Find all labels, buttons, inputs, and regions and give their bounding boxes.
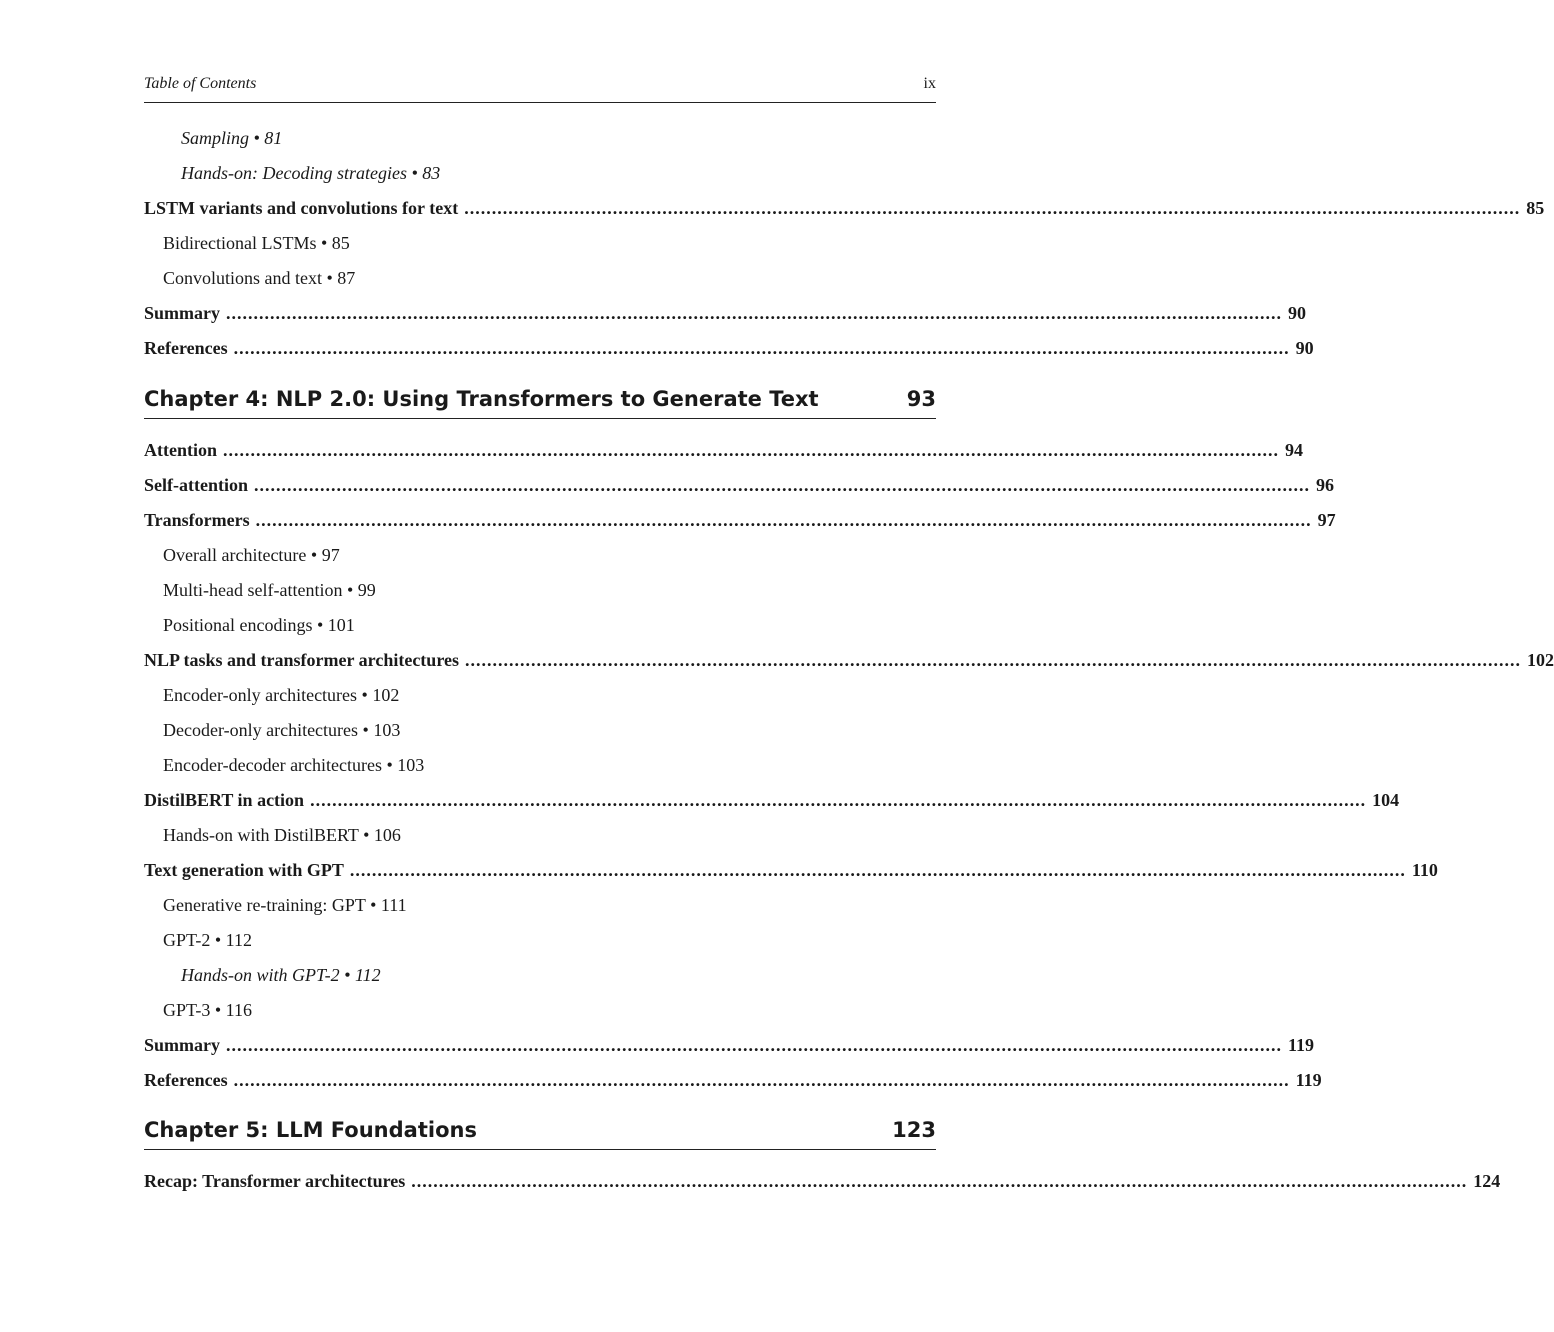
toc-entry-positional-encodings[interactable]: Positional encodings • 101 xyxy=(163,615,355,635)
toc-entry-recap-transformer[interactable] xyxy=(144,1168,1501,1194)
toc-entry-page: 110 xyxy=(1411,860,1438,880)
running-title: Table of Contents xyxy=(144,75,257,92)
toc-entry-title: Transformers xyxy=(144,510,250,530)
dot-leader: ................................................................................................................................................................................................ xyxy=(310,790,1367,810)
toc-entry-encoder-only[interactable]: Encoder-only architectures • 102 xyxy=(163,685,400,705)
dot-leader: ................................................................................................................................................................................................ xyxy=(349,860,1406,880)
toc-entry-page: 96 xyxy=(1315,475,1334,495)
toc-entry-page: 90 xyxy=(1288,303,1306,323)
dot-leader: ................................................................................................................................................................................................ xyxy=(411,1171,1468,1191)
toc-entry-transformers[interactable] xyxy=(144,507,1336,533)
toc-page xyxy=(144,0,1554,1332)
dot-leader: ................................................................................................................................................................................................ xyxy=(464,198,1521,218)
toc-entry-page: 97 xyxy=(1317,510,1336,530)
dot-leader: ................................................................................................................................................................................................ xyxy=(226,303,1282,323)
toc-entry-generative-retraining[interactable]: Generative re-training: GPT • 111 xyxy=(163,895,407,915)
toc-entry-title: Attention xyxy=(144,440,217,460)
toc-entry-self-attention[interactable] xyxy=(144,472,1334,498)
toc-entry-nlp-tasks[interactable] xyxy=(144,647,1554,673)
toc-entry-decoder-only[interactable]: Decoder-only architectures • 103 xyxy=(163,720,401,740)
toc-entry-encoder-decoder[interactable]: Encoder-decoder architectures • 103 xyxy=(163,755,425,775)
chapter-heading-5[interactable] xyxy=(144,1115,936,1150)
toc-entry-gpt3[interactable]: GPT-3 • 116 xyxy=(163,1000,252,1020)
toc-entry-decoding-strategies[interactable]: Hands-on: Decoding strategies • 83 xyxy=(181,163,441,183)
toc-entry-page: 102 xyxy=(1526,650,1554,670)
toc-entry-summary[interactable] xyxy=(144,300,1306,326)
toc-entry-title: LSTM variants and convolutions for text xyxy=(144,198,459,218)
toc-entry-references[interactable] xyxy=(144,335,1314,361)
toc-entry-overall-architecture[interactable]: Overall architecture • 97 xyxy=(163,545,340,565)
chapter-title: Chapter 5: LLM Foundations xyxy=(144,1118,477,1142)
dot-leader: ................................................................................................................................................................................................ xyxy=(233,1070,1290,1090)
toc-entry-title: Summary xyxy=(144,303,220,323)
toc-entry-multi-head-self-attention[interactable]: Multi-head self-attention • 99 xyxy=(163,580,376,600)
toc-entry-lstm-variants[interactable] xyxy=(144,195,1545,221)
toc-entry-summary[interactable] xyxy=(144,1032,1315,1058)
toc-entry-text-generation-gpt[interactable] xyxy=(144,857,1438,883)
dot-leader: ................................................................................................................................................................................................ xyxy=(226,1035,1282,1055)
toc-entry-page: 90 xyxy=(1295,338,1314,358)
chapter-page: 123 xyxy=(892,1118,936,1142)
toc-entry-sampling[interactable]: Sampling • 81 xyxy=(181,128,283,148)
toc-entry-title: NLP tasks and transformer architectures xyxy=(144,650,459,670)
dot-leader: ................................................................................................................................................................................................ xyxy=(464,650,1521,670)
page-number: ix xyxy=(923,75,936,92)
toc-entry-gpt2[interactable]: GPT-2 • 112 xyxy=(163,930,252,950)
toc-entry-page: 124 xyxy=(1473,1171,1501,1191)
toc-entry-title: DistilBERT in action xyxy=(144,790,305,810)
toc-entry-title: Self-attention xyxy=(144,475,248,495)
toc-entry-bidirectional-lstms[interactable]: Bidirectional LSTMs • 85 xyxy=(163,233,350,253)
toc-entry-title: Recap: Transformer architectures xyxy=(144,1171,406,1191)
toc-entry-page: 104 xyxy=(1372,790,1400,810)
dot-leader: ................................................................................................................................................................................................ xyxy=(253,475,1310,495)
toc-entry-hands-on-distilbert[interactable]: Hands-on with DistilBERT • 106 xyxy=(163,825,401,845)
chapter-heading-4[interactable] xyxy=(144,384,936,419)
toc-entry-distilbert[interactable] xyxy=(144,787,1400,813)
chapter-page: 93 xyxy=(906,387,936,411)
dot-leader: ................................................................................................................................................................................................ xyxy=(255,510,1312,530)
running-header xyxy=(144,72,936,103)
toc-entry-page: 94 xyxy=(1285,440,1303,460)
toc-entry-page: 119 xyxy=(1288,1035,1315,1055)
toc-entry-title: Summary xyxy=(144,1035,220,1055)
toc-entry-hands-on-gpt2[interactable]: Hands-on with GPT-2 • 112 xyxy=(181,965,381,985)
toc-entry-title: Text generation with GPT xyxy=(144,860,344,880)
toc-entry-title: References xyxy=(144,338,228,358)
toc-entry-page: 85 xyxy=(1526,198,1545,218)
chapter-title: Chapter 4: NLP 2.0: Using Transformers to Generate Text xyxy=(144,387,819,411)
dot-leader: ................................................................................................................................................................................................ xyxy=(233,338,1290,358)
dot-leader: ................................................................................................................................................................................................ xyxy=(223,440,1279,460)
toc-entry-convolutions-text[interactable]: Convolutions and text • 87 xyxy=(163,268,356,288)
toc-entry-page: 119 xyxy=(1295,1070,1322,1090)
toc-entry-attention[interactable] xyxy=(144,437,1303,463)
toc-entry-references[interactable] xyxy=(144,1067,1322,1093)
toc-entry-title: References xyxy=(144,1070,228,1090)
